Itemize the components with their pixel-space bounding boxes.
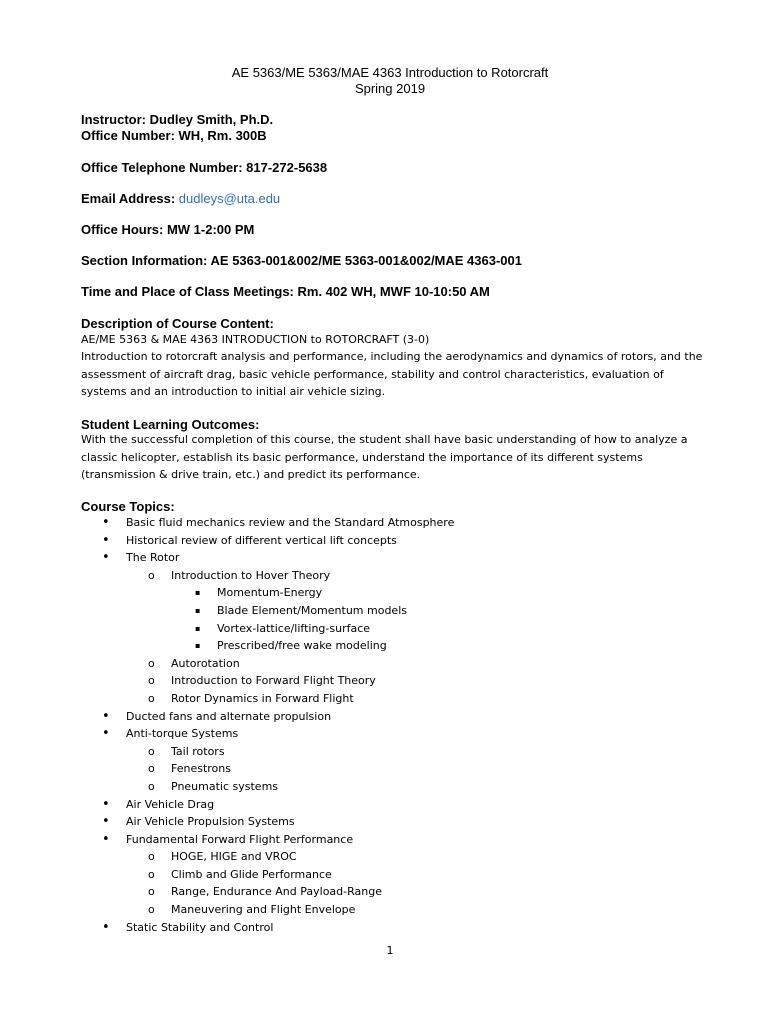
topic-text: Fundamental Forward Flight Performance — [126, 832, 354, 846]
email-link[interactable]: dudleys@uta.edu — [178, 191, 281, 206]
circle-bullet-icon: o — [148, 691, 155, 705]
topic-item — [0, 514, 770, 532]
office-number-line: Office Number: WH, Rm. 300B — [81, 128, 267, 143]
topic-item — [0, 602, 770, 620]
topic-item — [0, 919, 770, 937]
topic-item — [0, 655, 770, 673]
bullet-icon: • — [102, 796, 110, 812]
topic-text: The Rotor — [126, 551, 180, 565]
circle-bullet-icon: o — [148, 674, 155, 688]
topic-text: Tail rotors — [171, 744, 225, 758]
description-text: Introduction to rotorcraft analysis and performance, including the aerodynamics and dynamics of rotors, and the assessment of aircraft drag, basic vehicle performance, stability and control characteristics, evaluation of systems and an introduction to initial air vehicle sizing. — [81, 350, 703, 398]
bullet-icon: • — [102, 831, 110, 847]
topic-item — [0, 743, 770, 761]
outcomes-text: With the successful completion of this course, the student shall have basic understanding of how to analyze a classic helicopter, establish its basic performance, understand the importance of its different systems (transmission & drive train, etc.) and predict its performance. — [81, 433, 688, 481]
topic-text: Pneumatic systems — [171, 779, 279, 793]
topic-text: Maneuvering and Flight Envelope — [171, 903, 356, 917]
bullet-icon: • — [102, 814, 110, 830]
topic-item — [0, 549, 770, 567]
office-phone-line: Office Telephone Number: 817-272-5638 — [81, 160, 328, 175]
section-info-line: Section Information: AE 5363-001&002/ME 5363-001&002/MAE 4363-001 — [81, 253, 522, 268]
topic-item — [0, 866, 770, 884]
topic-item — [0, 813, 770, 831]
topic-text: Historical review of different vertical lift concepts — [126, 533, 397, 547]
square-bullet-icon: ▪ — [195, 641, 201, 651]
topic-text: Introduction to Hover Theory — [171, 568, 331, 582]
circle-bullet-icon: o — [148, 744, 155, 758]
topic-item — [0, 725, 770, 743]
topic-item — [0, 848, 770, 866]
topic-item — [0, 672, 770, 690]
topic-text: Air Vehicle Drag — [126, 797, 215, 811]
bullet-icon: • — [102, 708, 110, 724]
topic-text: Range, Endurance And Payload-Range — [171, 885, 382, 899]
bullet-icon: • — [102, 532, 110, 548]
office-hours-line: Office Hours: MW 1-2:00 PM — [81, 222, 255, 237]
email-line — [81, 191, 280, 207]
topic-text: Anti-torque Systems — [126, 727, 239, 741]
email-label: Email Address: — [81, 191, 179, 206]
circle-bullet-icon: o — [148, 885, 155, 899]
circle-bullet-icon: o — [148, 762, 155, 776]
page-number: 1 — [386, 944, 394, 957]
class-meetings-line: Time and Place of Class Meetings: Rm. 402 WH, MWF 10-10:50 AM — [81, 284, 490, 299]
circle-bullet-icon: o — [148, 867, 155, 881]
topic-text: Introduction to Forward Flight Theory — [171, 674, 376, 688]
topic-item — [0, 883, 770, 901]
topic-text: Vortex-lattice/lifting-surface — [217, 621, 371, 635]
topic-text: Autorotation — [171, 656, 240, 670]
instructor-line: Instructor: Dudley Smith, Ph.D. — [81, 112, 274, 127]
outcomes-heading: Student Learning Outcomes: — [81, 417, 260, 432]
description-course-line: AE/ME 5363 & MAE 4363 INTRODUCTION to ROTORCRAFT (3-0) — [81, 333, 430, 346]
bullet-icon: • — [102, 919, 110, 935]
topic-item — [0, 778, 770, 796]
topic-text: Blade Element/Momentum models — [217, 603, 407, 617]
topic-item — [0, 831, 770, 849]
topic-item — [0, 620, 770, 638]
topic-item — [0, 760, 770, 778]
topic-text: Ducted fans and alternate propulsion — [126, 709, 332, 723]
topic-text: Static Stability and Control — [126, 920, 274, 934]
topic-text: Momentum-Energy — [217, 586, 323, 600]
topic-item — [0, 796, 770, 814]
bullet-icon: • — [102, 515, 110, 530]
circle-bullet-icon: o — [148, 779, 155, 793]
square-bullet-icon: ▪ — [195, 605, 201, 615]
square-bullet-icon: ▪ — [195, 588, 201, 598]
course-title: AE 5363/ME 5363/MAE 4363 Introduction to Rotorcraft — [231, 65, 549, 80]
topic-text: Fenestrons — [171, 762, 231, 776]
circle-bullet-icon: o — [148, 568, 155, 582]
topics-heading: Course Topics: — [81, 499, 175, 514]
topic-item — [0, 708, 770, 726]
topic-text: Prescribed/free wake modeling — [217, 639, 387, 653]
bullet-icon: • — [102, 550, 110, 566]
square-bullet-icon: ▪ — [195, 623, 201, 633]
topic-text: Basic fluid mechanics review and the Standard Atmosphere — [126, 516, 455, 529]
bullet-icon: • — [102, 726, 110, 742]
topic-item — [0, 532, 770, 550]
circle-bullet-icon: o — [148, 656, 155, 670]
topic-item — [0, 637, 770, 655]
topic-text: Climb and Glide Performance — [171, 867, 332, 881]
topic-text: Air Vehicle Propulsion Systems — [126, 815, 295, 829]
topic-text: Rotor Dynamics in Forward Flight — [171, 691, 354, 705]
description-heading: Description of Course Content: — [81, 316, 274, 331]
topic-item — [0, 690, 770, 708]
course-term: Spring 2019 — [354, 81, 426, 96]
topics-list — [0, 514, 770, 936]
topic-item — [0, 567, 770, 585]
circle-bullet-icon: o — [148, 903, 155, 917]
topic-text: HOGE, HIGE and VROC — [171, 850, 297, 864]
topic-item — [0, 901, 770, 919]
topic-item — [0, 584, 770, 602]
circle-bullet-icon: o — [148, 850, 155, 864]
